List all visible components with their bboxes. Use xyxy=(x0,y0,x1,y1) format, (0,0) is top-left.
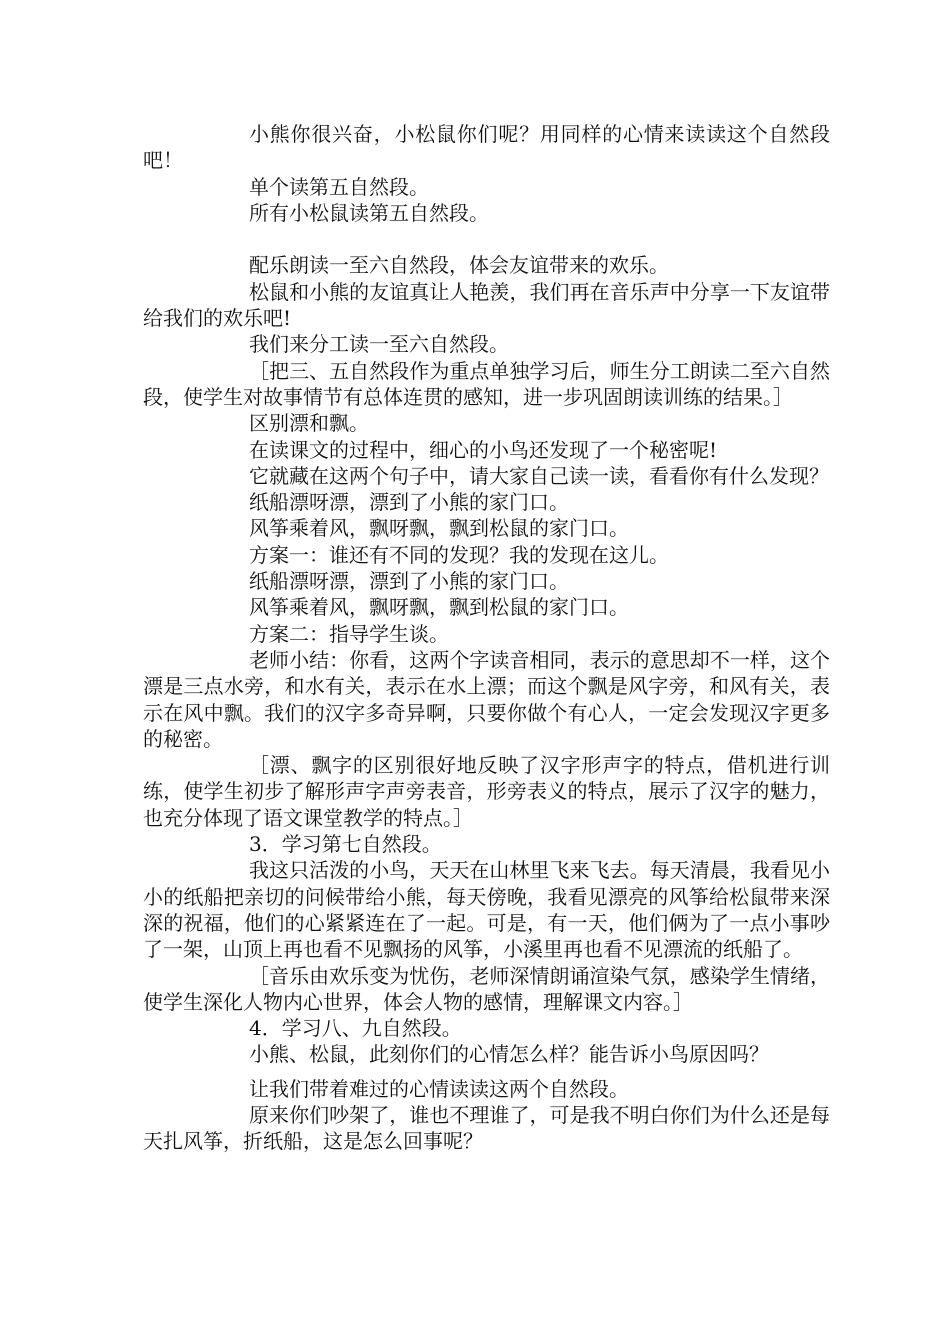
blank-line xyxy=(143,226,830,252)
paragraph-1: 小熊你很兴奋，小松鼠你们呢？用同样的心情来读读这个自然段吧！ xyxy=(143,122,830,173)
paragraph-21: ［音乐由欢乐变为忧伤，老师深情朗诵渲染气氛，感染学生情绪，使学生深化人物内心世界，体会人物的感情，理解课文内容。］ xyxy=(143,963,830,1014)
paragraph-8: 区别漂和飘。 xyxy=(249,411,369,436)
paragraph-12: 风筝乘着风，飘呀飘，飘到松鼠的家门口。 xyxy=(249,516,629,541)
paragraph-17: 老师小结：你看，这两个字读音相同，表示的意思却不一样，这个漂是三点水旁，和水有关，表示在水上漂；而这个飘是风字旁，和风有关，表示在风中飘。我们的汉字多奇异啊，只要你做个有心人，一定会发现汉字更多的秘密。 xyxy=(143,647,830,751)
paragraph-16: 方案二：指导学生谈。 xyxy=(249,621,449,646)
paragraph-2: 单个读第五自然段。 xyxy=(249,174,429,199)
paragraph-14: 纸船漂呀漂，漂到了小熊的家门口。 xyxy=(249,569,569,594)
paragraph-4: 配乐朗读一至六自然段，体会友谊带来的欢乐。 xyxy=(249,253,669,278)
paragraph-20: 我这只活泼的小鸟，天天在山林里飞来飞去。每天清晨，我看见小小的纸船把亲切的问候带给小熊，每天傍晚，我看见漂亮的风筝给松鼠带来深深的祝福，他们的心紧紧连在了一起。可是，有一天，他们俩为了一点小事吵了一架，山顶上再也看不见飘扬的风筝，小溪里再也看不见漂流的纸船了。 xyxy=(143,858,830,962)
paragraph-11: 纸船漂呀漂，漂到了小熊的家门口。 xyxy=(249,490,569,515)
paragraph-18: ［漂、飘字的区别很好地反映了汉字形声字的特点，借机进行训练，使学生初步了解形声字声旁表音，形旁表义的特点，展示了汉字的魅力，也充分体现了语文课堂教学的特点。］ xyxy=(143,753,830,830)
paragraph-10: 它就藏在这两个句子中，请大家自己读一读，看看你有什么发现？ xyxy=(249,463,829,488)
paragraph-15: 风筝乘着风，飘呀飘，飘到松鼠的家门口。 xyxy=(249,595,629,620)
paragraph-3: 所有小松鼠读第五自然段。 xyxy=(249,200,489,225)
document-page xyxy=(143,121,830,1155)
paragraph-13: 方案一：谁还有不同的发现？我的发现在这儿。 xyxy=(249,542,669,567)
paragraph-23: 小熊、松鼠，此刻你们的心情怎么样？能告诉小鸟原因吗？ xyxy=(249,1042,769,1067)
paragraph-5: 松鼠和小熊的友谊真让人艳羡，我们再在音乐声中分享一下友谊带给我们的欢乐吧! xyxy=(143,279,830,331)
section-heading-3: 3．学习第七自然段。 xyxy=(249,832,442,857)
blank-gap xyxy=(143,1068,830,1076)
paragraph-25: 原来你们吵架了，谁也不理谁了，可是我不明白你们为什么还是每天扎风筝，折纸船，这是怎么回事呢？ xyxy=(143,1102,830,1154)
paragraph-24: 让我们带着难过的心情读读这两个自然段。 xyxy=(249,1076,629,1101)
paragraph-7: ［把三、五自然段作为重点单独学习后，师生分工朗读二至六自然段，使学生对故事情节有总体连贯的感知，进一步巩固朗读训练的结果。］ xyxy=(143,358,830,409)
paragraph-9: 在读课文的过程中，细心的小鸟还发现了一个秘密呢! xyxy=(249,437,718,462)
paragraph-6: 我们来分工读一至六自然段。 xyxy=(249,332,509,357)
section-heading-4: 4．学习八、九自然段。 xyxy=(249,1016,462,1041)
